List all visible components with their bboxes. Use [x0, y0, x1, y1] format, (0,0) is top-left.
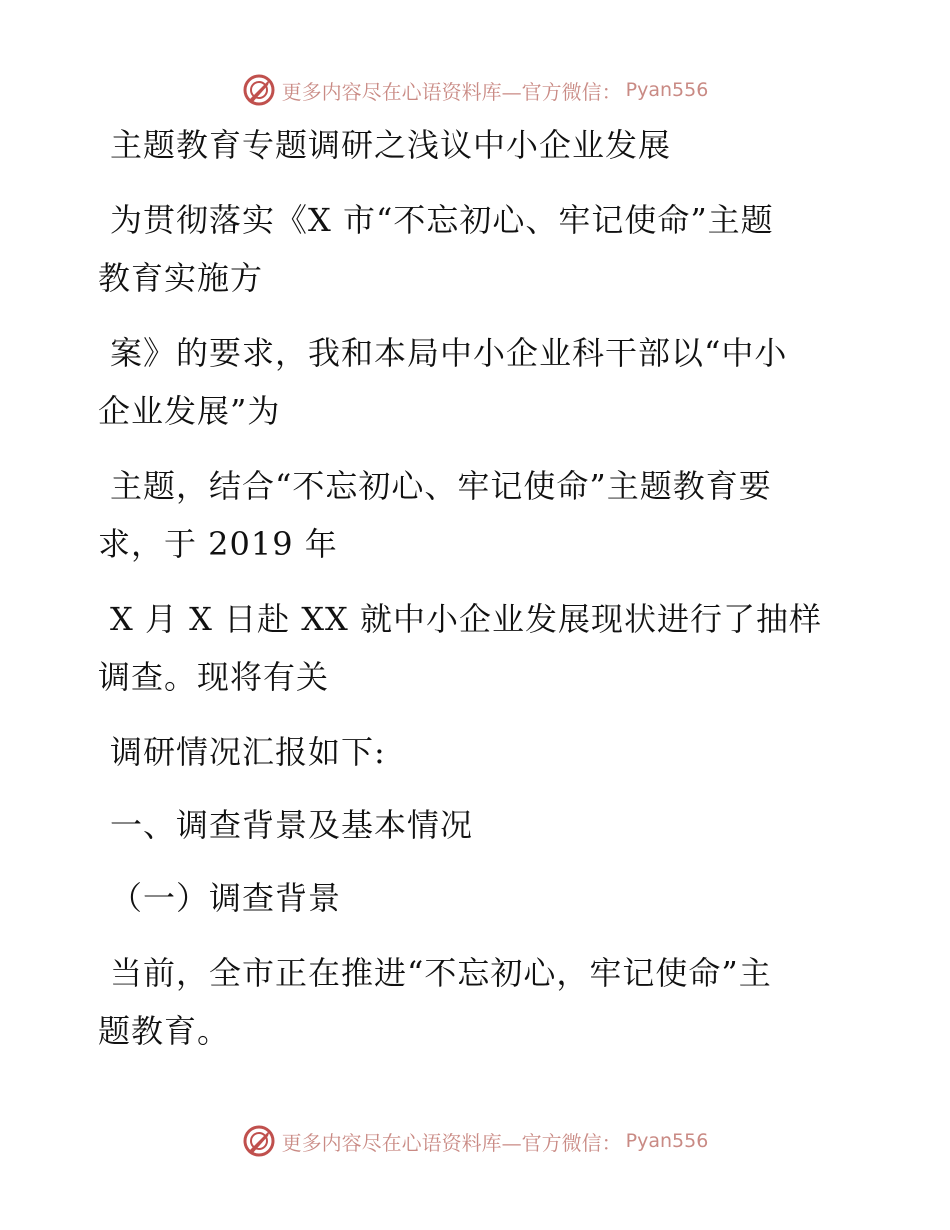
subsection-heading: （一）调查背景 — [110, 879, 342, 917]
watermark-footer — [0, 1121, 950, 1161]
paragraph-line: 案》的要求，我和本局中小企业科干部以“中小 — [110, 334, 788, 372]
paragraph-line: 调研情况汇报如下: — [110, 733, 386, 771]
watermark-wechat-id: Pyan556 — [625, 1130, 709, 1152]
watermark-header — [0, 70, 950, 110]
paragraph-line: 主题，结合“不忘初心、牢记使命”主题教育要 — [110, 467, 772, 505]
paragraph-line: 当前，全市正在推进“不忘初心，牢记使命”主 — [110, 954, 772, 992]
document-title: 主题教育专题调研之浅议中小企业发展 — [110, 126, 672, 164]
section-heading: 一、调查背景及基本情况 — [110, 806, 474, 844]
seal-logo-icon — [242, 1124, 276, 1158]
watermark-text: 更多内容尽在心语资料库—官方微信： — [281, 1130, 622, 1155]
paragraph-line: 教育实施方 — [98, 259, 264, 297]
seal-logo-icon — [242, 73, 276, 107]
paragraph-line: 调查。现将有关 — [98, 658, 330, 696]
paragraph-line: 企业发展”为 — [98, 392, 281, 430]
paragraph-line: X 月 X 日赴 XX 就中小企业发展现状进行了抽样 — [110, 600, 822, 638]
paragraph-line: 为贯彻落实《X 市“不忘初心、牢记使命”主题 — [110, 201, 774, 239]
watermark-wechat-id: Pyan556 — [625, 79, 709, 101]
watermark-text: 更多内容尽在心语资料库—官方微信： — [281, 79, 622, 104]
paragraph-line: 求，于 2019 年 — [98, 525, 338, 563]
paragraph-line: 题教育。 — [98, 1012, 231, 1050]
